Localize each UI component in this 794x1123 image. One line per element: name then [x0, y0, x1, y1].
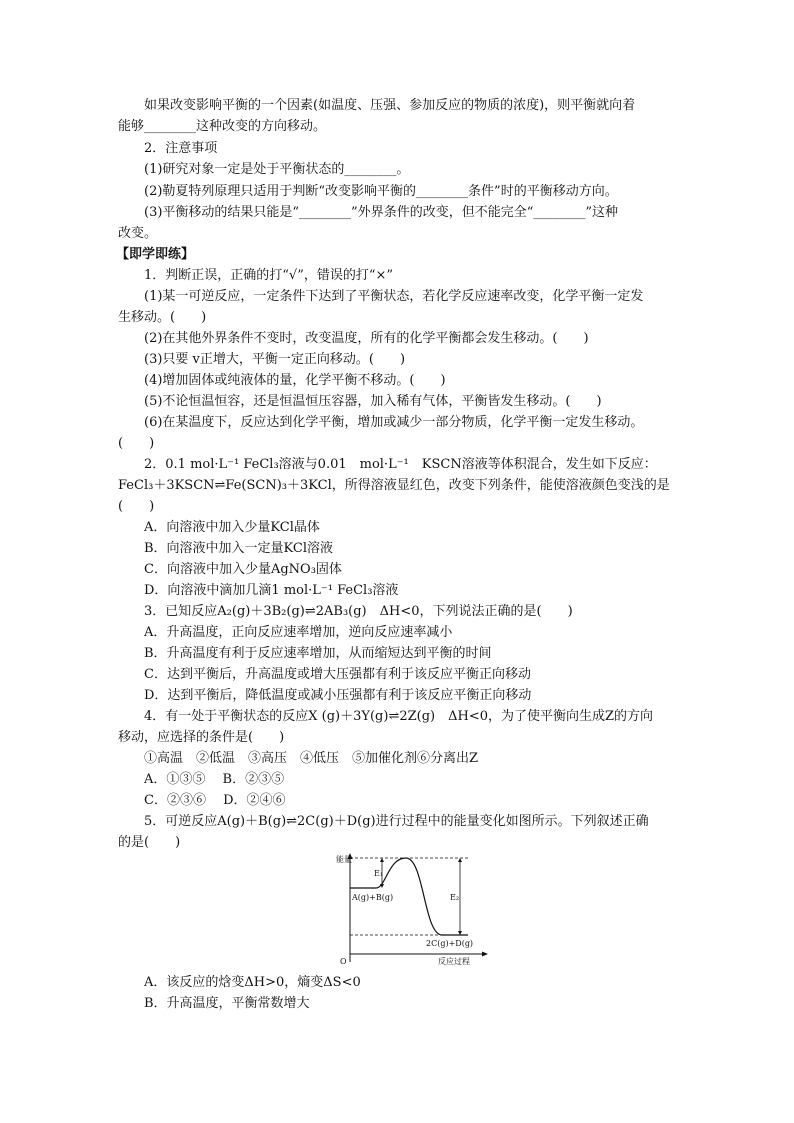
origin-label: O: [340, 957, 347, 966]
section-heading: 2．注意事项: [144, 141, 218, 156]
question-item: (3)只要 v正增大，平衡一定正向移动。( ): [144, 352, 406, 367]
paragraph-line: (2)勒夏特列原理只适用于判断“改变影响平衡的________条件”时的平衡移动方向。: [144, 184, 618, 199]
section-heading: 【即学即练】: [116, 247, 195, 262]
question-item: ( ): [118, 436, 155, 451]
option-d: D．达到平衡后，降低温度或减小压强都有利于该反应平衡正向移动: [144, 688, 532, 703]
option-b: B．升高温度，平衡常数增大: [144, 996, 310, 1011]
energy-diagram: [330, 850, 490, 968]
option-row: A．①③⑤ B．②③⑤: [144, 772, 285, 787]
e2-label: E₂: [450, 893, 460, 902]
question-item: 生移动。( ): [118, 310, 207, 325]
option-a: A．该反应的焓变ΔH>0，熵变ΔS<0: [144, 975, 361, 990]
condition-list: ①高温 ②低温 ③高压 ④低压 ⑤加催化剂⑥分离出Z: [144, 751, 479, 766]
option-b: B．升高温度有利于反应速率增加，从而缩短达到平衡的时间: [144, 646, 492, 661]
option-row: C．②③⑥ D．②④⑥: [144, 793, 286, 808]
paragraph-line: 能够________这种改变的方向移动。: [118, 119, 327, 134]
option-c: C．达到平衡后，升高温度或增大压强都有利于该反应平衡正向移动: [144, 667, 531, 682]
question-stem: 的是( ): [118, 835, 181, 850]
paragraph-line: 如果改变影响平衡的一个因素(如温度、压强、参加反应的物质的浓度)，则平衡就向着: [144, 98, 636, 113]
reactants-label: A(g)+B(g): [352, 893, 394, 902]
option-a: A．向溶液中加入少量KCl晶体: [144, 520, 320, 535]
paragraph-line: (3)平衡移动的结果只能是“________”外界条件的改变，但不能完全“________”这种: [144, 205, 618, 220]
question-stem: 2．0.1 mol·L⁻¹ FeCl₃溶液与0.01 mol·L⁻¹ KSCN溶液等体积混合，发生如下反应：: [144, 457, 657, 472]
question-stem: 3．已知反应A₂(g)＋3B₂(g)⇌2AB₃(g) ΔH<0，下列说法正确的是( ): [144, 604, 573, 619]
paragraph-line: (1)研究对象一定是处于平衡状态的________。: [144, 162, 410, 177]
question-stem: 4．有一处于平衡状态的反应X (g)＋3Y(g)⇌2Z(g) ΔH<0，为了使平衡向生成Z的方向: [144, 709, 654, 724]
products-label: 2C(g)+D(g): [426, 939, 474, 948]
option-b: B．向溶液中加入一定量KCl溶液: [144, 541, 334, 556]
x-axis-arrow-icon: [482, 952, 488, 957]
paragraph-line: 改变。: [118, 226, 158, 241]
option-a: A．升高温度，正向反应速率增加，逆向反应速率减小: [144, 625, 453, 640]
y-axis-label: 能量: [336, 855, 352, 864]
option-d: D．向溶液中滴加几滴1 mol·L⁻¹ FeCl₃溶液: [144, 583, 399, 598]
x-axis-label: 反应过程: [438, 957, 470, 966]
option-c: C．向溶液中加入少量AgNO₃固体: [144, 562, 342, 577]
question-stem: 5．可逆反应A(g)＋B(g)⇌2C(g)＋D(g)进行过程中的能量变化如图所示。下列叙述正确: [144, 814, 649, 829]
question-stem: 移动，应选择的条件是( ): [118, 730, 285, 745]
e1-label: E₁: [374, 869, 384, 878]
question-item: (1)某一可逆反应，一定条件下达到了平衡状态，若化学反应速率改变，化学平衡一定发: [144, 289, 644, 304]
question-stem: ( ): [118, 499, 155, 514]
question-stem: 1．判断正误，正确的打“√”，错误的打“×”: [144, 268, 394, 283]
question-item: (5)不论恒温恒容，还是恒温恒压容器，加入稀有气体，平衡皆发生移动。( ): [144, 394, 602, 409]
e2-arrowhead-icon: [458, 858, 462, 862]
question-item: (2)在其他外界条件不变时，改变温度，所有的化学平衡都会发生移动。( ): [144, 331, 589, 346]
question-stem: FeCl₃＋3KSCN⇌Fe(SCN)₃＋3KCl，所得溶液显红色，改变下列条件，能使溶液颜色变浅的是: [118, 478, 670, 493]
e1-arrowhead-icon: [380, 858, 384, 862]
question-item: (4)增加固体或纯液体的量，化学平衡不移动。( ): [144, 373, 446, 388]
question-item: (6)在某温度下，反应达到化学平衡，增加或减少一部分物质，化学平衡一定发生移动。: [144, 415, 644, 430]
